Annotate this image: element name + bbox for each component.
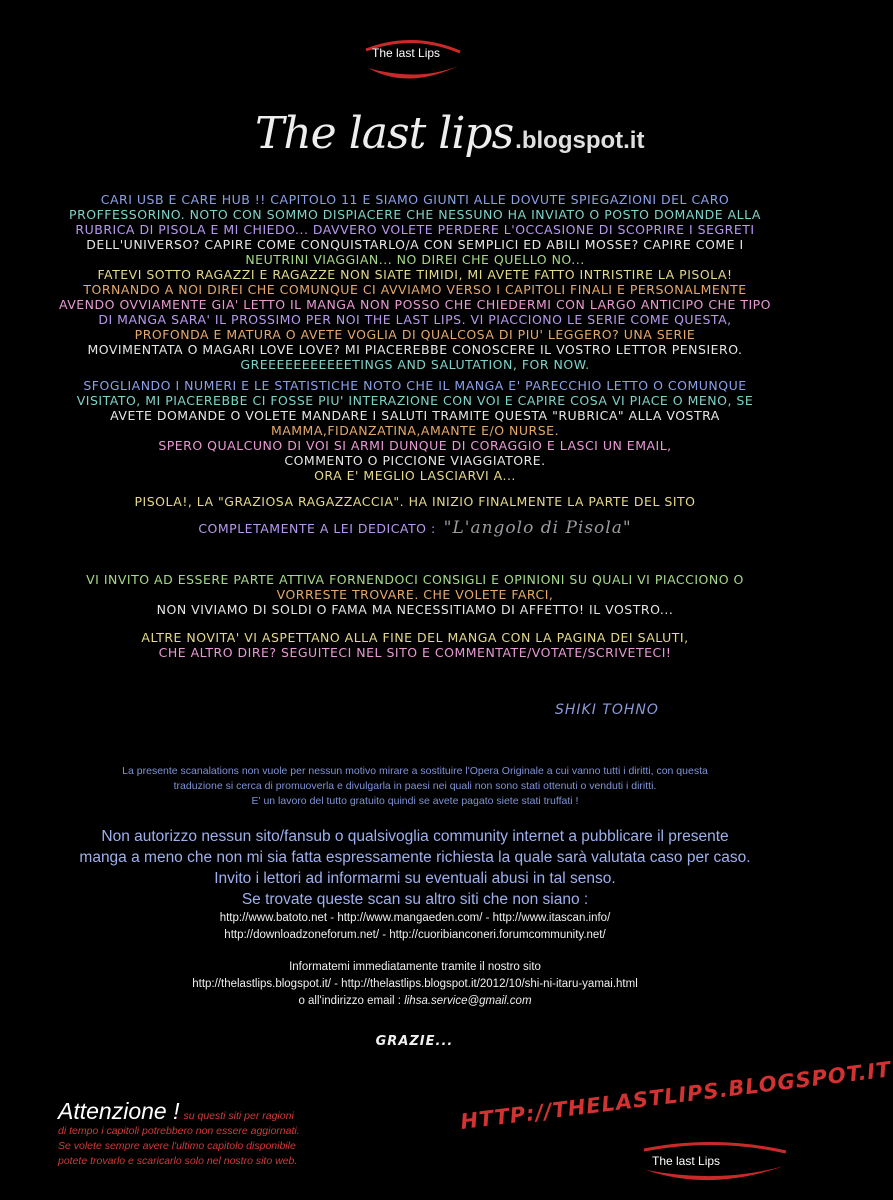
top-logo-text: The last Lips xyxy=(372,46,441,60)
stats-line: SFOGLIANDO I NUMERI E LE STATISTICHE NOTO CHE IL MANGA E' PARECCHIO LETTO O COMUNQUE xyxy=(83,378,747,393)
top-logo xyxy=(358,38,468,88)
forbidden-sites-link-line[interactable]: http://downloadzoneforum.net/ - http://cuoribianconeri.forumcommunity.net/ xyxy=(224,929,606,941)
links-block xyxy=(40,910,790,1010)
site-title-domain: .blogspot.it xyxy=(515,127,645,154)
intro-paragraph xyxy=(40,192,790,372)
site-title-script: The last lips xyxy=(255,108,514,159)
pisola-line: COMPLETAMENTE A LEI DEDICATO : xyxy=(198,521,436,536)
email-label: o all'indirizzo email : xyxy=(298,995,401,1007)
disclaimer-big xyxy=(40,826,790,910)
signature: SHIKI TOHNO xyxy=(555,702,659,718)
stats-line: SPERO QUALCUNO DI VOI SI ARMI DUNQUE DI CORAGGIO E LASCI UN EMAIL, xyxy=(158,438,672,453)
intro-line: DI MANGA SARA' IL PROSSIMO PER NOI THE LAST LIPS. VI PIACCIONO LE SERIE COME QUESTA, xyxy=(98,312,732,327)
intro-line: RUBRICA DI PISOLA E MI CHIEDO... DAVVERO VOLETE PERDERE L'OCCASIONE DI SCOPRIRE I SEGRETI xyxy=(75,222,755,237)
attention-line: Se volete sempre avere l'ultimo capitolo disponibile xyxy=(58,1140,296,1152)
novita-line: CHE ALTRO DIRE? SEGUITECI NEL SITO E COMMENTATE/VOTATE/SCRIVETECI! xyxy=(158,645,672,660)
stats-paragraph xyxy=(40,378,790,483)
attention-line: di tempo i capitoli potrebbero non essere aggiornati. xyxy=(58,1125,300,1137)
forbidden-sites-link-line[interactable]: http://www.batoto.net - http://www.mangaeden.com/ - http://www.itascan.info/ xyxy=(219,912,611,924)
invite-line: VI INVITO AD ESSERE PARTE ATTIVA FORNENDOCI CONSIGLI E OPINIONI SU QUALI VI PIACCIONO O xyxy=(86,572,744,587)
novita-line: ALTRE NOVITA' VI ASPETTANO ALLA FINE DEL MANGA CON LA PAGINA DEI SALUTI, xyxy=(141,630,689,645)
bottom-logo-text: The last Lips xyxy=(652,1154,721,1168)
site-title xyxy=(255,108,675,168)
footer-url-link[interactable]: HTTP://THELASTLIPS.BLOGSPOT.IT xyxy=(459,1057,893,1134)
intro-line: PROFONDA E MATURA O AVETE VOGLIA DI QUALCOSA DI PIU' LEGGERO? UNA SERIE xyxy=(134,327,696,342)
disclaimer-line: Se trovate queste scan su altro siti che non siano : xyxy=(241,891,589,908)
intro-line: DELL'UNIVERSO? CAPIRE COME CONQUISTARLO/A CON SEMPLICI ED ABILI MOSSE? CAPIRE COME I xyxy=(86,237,744,252)
inform-text: Informatemi immediatamente tramite il nostro sito xyxy=(289,961,541,973)
intro-line: TORNANDO A NOI DIREI CHE COMUNQUE CI AVVIAMO VERSO I CAPITOLI FINALI E PERSONALMENTE xyxy=(83,282,747,297)
novita-paragraph xyxy=(40,630,790,660)
email-link[interactable]: lihsa.service@gmail.com xyxy=(404,995,532,1007)
grazie-text: GRAZIE... xyxy=(375,1034,454,1049)
intro-line: AVENDO OVVIAMENTE GIA' LETTO IL MANGA NON POSSO CHE CHIEDERMI CON LARGO ANTICIPO CHE TIPO xyxy=(58,297,772,312)
stats-line: AVETE DOMANDE O VOLETE MANDARE I SALUTI TRAMITE QUESTA "RUBRICA" ALLA VOSTRA xyxy=(110,408,720,423)
disclaimer-line: manga a meno che non mi sia fatta espressamente richiesta la quale sarà valutata caso per caso. xyxy=(79,849,751,866)
invite-line: VORRESTE TROVARE. CHE VOLETE FARCI, xyxy=(276,587,554,602)
disclaimer-line: E' un lavoro del tutto gratuito quindi se avete pagato siete stati truffati ! xyxy=(251,795,579,807)
pisola-line: PISOLA!, LA "GRAZIOSA RAGAZZACCIA". HA INIZIO FINALMENTE LA PARTE DEL SITO xyxy=(134,494,696,509)
bottom-logo xyxy=(640,1140,790,1186)
stats-line: MAMMA,FIDANZATINA,AMANTE E/O NURSE. xyxy=(270,423,560,438)
attention-line: su questi siti per ragioni xyxy=(183,1110,294,1122)
stats-line: VISITATO, MI PIACEREBBE CI FOSSE PIU' INTERAZIONE CON VOI E CAPIRE COSA VI PIACE O MENO, SE xyxy=(76,393,754,408)
intro-line: MOVIMENTATA O MAGARI LOVE LOVE? MI PIACEREBBE CONOSCERE IL VOSTRO LETTOR PENSIERO. xyxy=(87,342,743,357)
intro-line: PROFFESSORINO. NOTO CON SOMMO DISPIACERE CHE NESSUNO HA INVIATO O POSTO DOMANDE ALLA xyxy=(69,207,761,222)
attention-line: potete trovarlo e scaricarlo solo nel nostro sito web. xyxy=(58,1155,298,1167)
disclaimer-line: Invito i lettori ad informarmi su eventuali abusi in tal senso. xyxy=(214,870,616,887)
intro-line: FATEVI SOTTO RAGAZZI E RAGAZZE NON SIATE TIMIDI, MI AVETE FATTO INTRISTIRE LA PISOLA! xyxy=(97,267,733,282)
site-link-line[interactable]: http://thelastlips.blogspot.it/ - http://thelastlips.blogspot.it/2012/10/shi-ni-itaru-yamai.html xyxy=(192,978,638,990)
attention-title: Attenzione ! xyxy=(58,1098,180,1124)
disclaimer-small xyxy=(60,764,770,809)
attention-block xyxy=(58,1098,378,1169)
pisola-paragraph xyxy=(40,494,790,536)
invite-paragraph xyxy=(40,572,790,617)
disclaimer-line: La presente scanalations non vuole per nessun motivo mirare a sostituire l'Opera Originale a cui vanno tutti i diritti, con questa xyxy=(122,765,708,777)
invite-line: NON VIVIAMO DI SOLDI O FAMA MA NECESSITIAMO DI AFFETTO! IL VOSTRO... xyxy=(156,602,674,617)
disclaimer-line: traduzione si cerca di promuoverla e divulgarla in paesi nei quali non sono stati ottenuti o venduti i diritti. xyxy=(173,780,657,792)
angolo-di-pisola: "L'angolo di Pisola" xyxy=(443,518,632,538)
intro-line: NEUTRINI VIAGGIAN... NO DIREI CHE QUELLO NO... xyxy=(245,252,585,267)
stats-line: COMMENTO O PICCIONE VIAGGIATORE. xyxy=(284,453,546,468)
intro-line: GREEEEEEEEEEETINGS AND SALUTATION, FOR NOW. xyxy=(240,357,590,372)
intro-line: CARI USB E CARE HUB !! CAPITOLO 11 E SIAMO GIUNTI ALLE DOVUTE SPIEGAZIONI DEL CARO xyxy=(100,192,730,207)
disclaimer-line: Non autorizzo nessun sito/fansub o qualsivoglia community internet a pubblicare il presente xyxy=(101,828,729,845)
stats-line: ORA E' MEGLIO LASCIARVI A... xyxy=(314,468,516,483)
